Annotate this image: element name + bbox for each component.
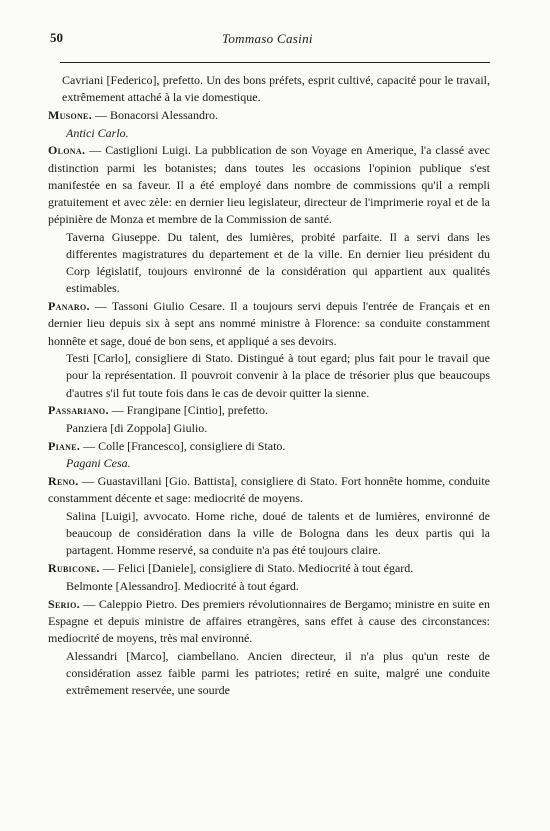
entry-rubicone: Rubicone. — Felici [Daniele], consigliere di Stato. Mediocrité à tout égard.	[48, 561, 414, 576]
entry-cavriani: Cavriani [Federico], prefetto. Un des bons préfets, esprit cultivé, capacité pour le travail, extrêmement attaché à la vie domestique.	[62, 73, 490, 105]
department-name: Panaro.	[48, 299, 90, 314]
entry-antici: Antici Carlo.	[66, 125, 129, 140]
entry-taverna: Taverna Giuseppe. Du talent, des lumières, probité parfaite. Il a servi dans les differentes magistratures du departement et de la ville. En dernier lieu président du Corp législatif, toujours environné de la considération qui appartient aux qualités estimables.	[66, 229, 490, 296]
department-name: Serio.	[48, 596, 80, 611]
page-number: 50	[50, 30, 63, 45]
entry-panziera: Panziera [di Zoppola] Giulio.	[66, 421, 208, 436]
header-rule	[60, 62, 490, 63]
entry-pagani: Pagani Cesa.	[66, 456, 131, 471]
entry-serio: Serio. — Caleppio Pietro. Des premiers révolutionnaires de Bergamo; ministre en suite en Espagne et depuis ministre de affaires etrangères, sans effet à cause des circonstances: mediocrité de moyens, très mal environné.	[48, 596, 490, 645]
entry-salina: Salina [Luigi], avvocato. Home riche, doué de talents et de lumières, environné de beaucoup de considération dans la ville de Bologna dans les deux partis qui la partagent. Homme reservé, sa conduite n'a pas été toujours claire.	[66, 509, 490, 558]
entry-testi: Testi [Carlo], consigliere di Stato. Distingué à tout egard; plus fait pour le travail que pour la représentation. Il pouvroit convenir à la place de trésorier plus que beaucoups d'autres s'il fut toute fois dans le cas de devoir quitter la sienne.	[66, 351, 490, 400]
entry-reno: Reno. — Guastavillani [Gio. Battista], consigliere di Stato. Fort honnête homme, conduite constamment décente et sage: mediocrité de moyens.	[48, 474, 490, 506]
department-name: Olona.	[48, 143, 86, 158]
body-text	[48, 72, 490, 700]
department-name: Rubicone.	[48, 561, 100, 576]
department-name: Piane.	[48, 438, 81, 453]
running-title: Tommaso Casini	[222, 31, 313, 46]
entry-panaro: Panaro. — Tassoni Giulio Cesare. Il a toujours servi depuis l'entrée de Français et en dernier lieu depuis six à sept ans nommé ministre à Florence: sa conduite constamment honnête et sage, doué de bon sens, et appliqué a ses devoirs.	[48, 299, 490, 348]
entry-musone: Musone. — Bonacorsi Alessandro.	[48, 107, 218, 122]
entry-olona: Olona. — Castiglioni Luigi. La pubblication de son Voyage en Amerique, l'a classé avec distinction parmi les botanistes; dans toutes les occasions l'opinion publique s'est manifestée en sa faveur. Il a été employé dans nombre de commissions qu'il a rempli gratuitement et avec zèle: en dernier lieu legislateur, directeur de l'imprimerie royal et de la pépinière de Monza et membre de la Commission de santé.	[48, 143, 490, 227]
department-name: Reno.	[48, 474, 79, 489]
department-name: Passariano.	[48, 403, 109, 418]
department-name: Musone.	[48, 107, 92, 122]
entry-passariano: Passariano. — Frangipane [Cintio], prefetto.	[48, 403, 269, 418]
entry-alessandri: Alessandri [Marco], ciambellano. Ancien directeur, il n'a plus qu'un reste de considération assez faible parmi les patriotes; retiré en suite, malgré une conduite extrêmement reservée, une sourde	[66, 648, 490, 698]
entry-belmonte: Belmonte [Alessandro]. Mediocrité à tout égard.	[66, 578, 299, 593]
page-header	[50, 30, 490, 50]
entry-piane: Piane. — Colle [Francesco], consigliere di Stato.	[48, 438, 286, 453]
